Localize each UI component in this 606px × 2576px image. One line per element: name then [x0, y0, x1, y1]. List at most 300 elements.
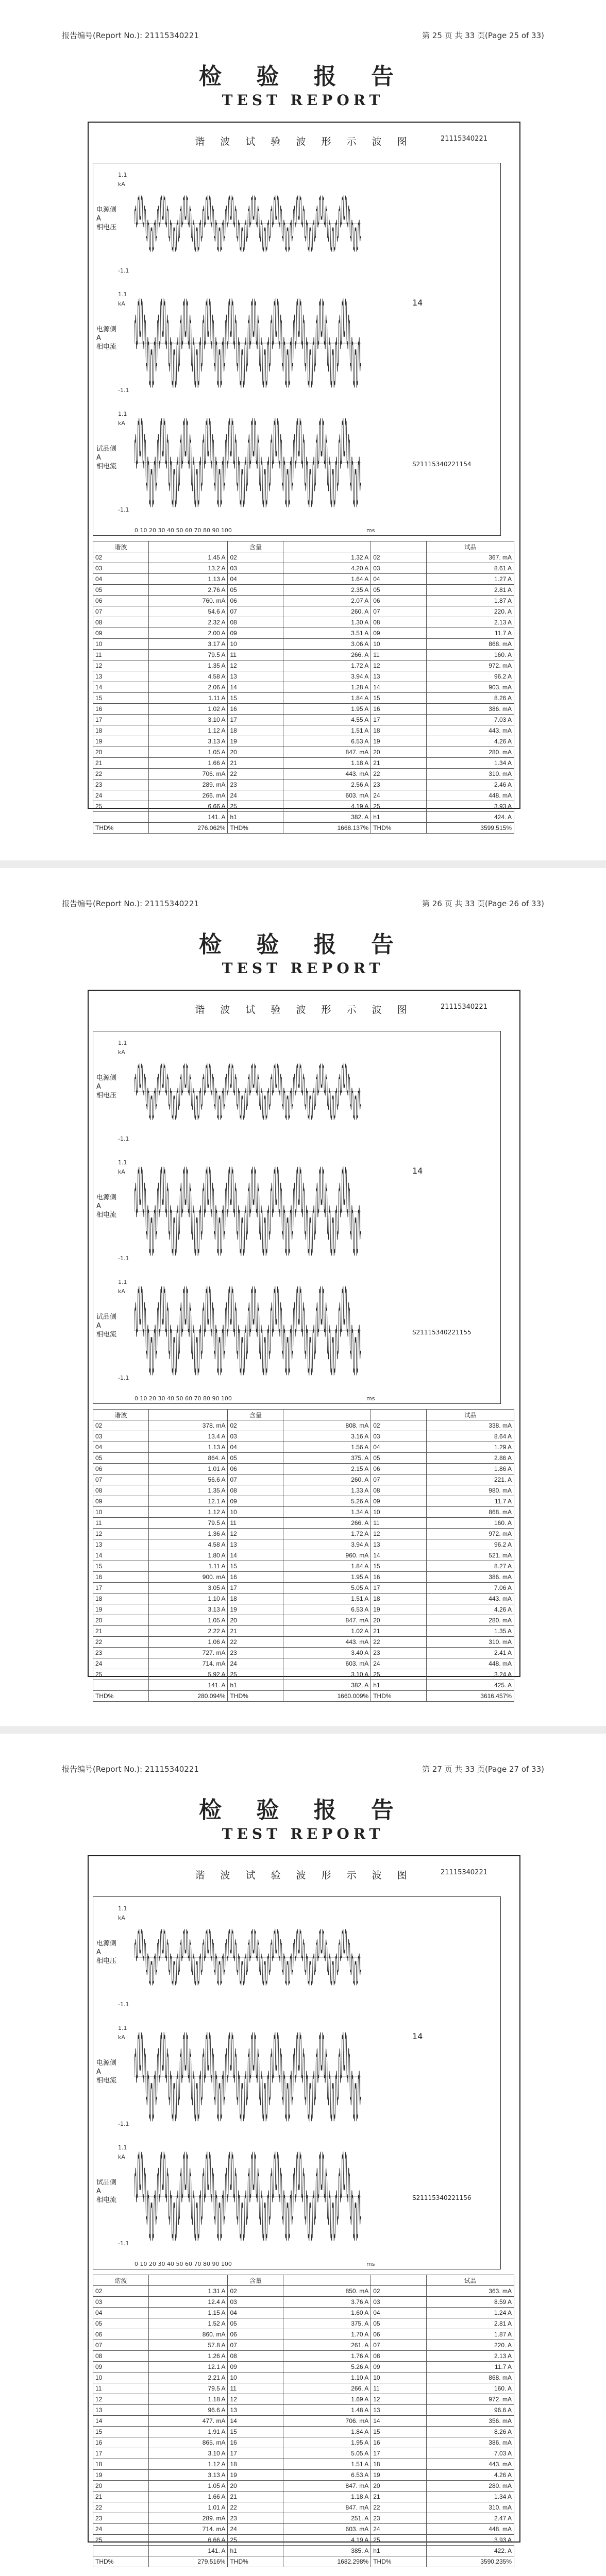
title-cn: 检 验 报 告: [199, 63, 407, 90]
table-cell: 14: [228, 2416, 283, 2427]
table-cell: 16: [371, 1572, 427, 1583]
table-cell: 279.516%: [148, 2556, 228, 2567]
table-cell: 07: [371, 606, 427, 617]
panel-label-line: 电源侧: [96, 1940, 117, 1947]
table-cell: 12.1 A: [148, 1496, 228, 1507]
table-cell: 310. mA: [427, 769, 514, 779]
table-row: [93, 606, 514, 617]
table-cell: 11: [93, 2383, 149, 2394]
table-cell: 56.6 A: [148, 1475, 228, 1485]
source-current-waveform: [134, 289, 361, 399]
table-cell: 1.87 A: [427, 596, 514, 606]
table-cell: 02: [93, 2286, 149, 2297]
table-cell: 1.05 A: [148, 2481, 228, 2492]
oscillogram-frame: [88, 990, 520, 1700]
table-cell: 04: [228, 574, 283, 585]
table-cell: 08: [228, 1485, 283, 1496]
table-cell: 19: [228, 2470, 283, 2481]
table-cell: 3590.235%: [427, 2556, 514, 2567]
table-cell: 04: [93, 574, 149, 585]
table-cell: 6.66 A: [148, 2535, 228, 2546]
table-row: [93, 758, 514, 769]
table-cell: 25: [228, 2535, 283, 2546]
table-row: [93, 2524, 514, 2535]
y-tick-label: 1.1: [118, 2025, 127, 2031]
harmonic-table: [93, 1409, 514, 1702]
table-cell: 18: [228, 1594, 283, 1604]
table-cell: 23: [93, 2513, 149, 2524]
y-tick-label: -1.1: [118, 2001, 129, 2008]
table-cell: 1.70 A: [283, 2329, 371, 2340]
table-cell: 1.72 A: [283, 1529, 371, 1539]
table-cell: 16: [93, 704, 149, 715]
frame-code: 21115340221: [441, 135, 487, 143]
table-cell: 19: [228, 736, 283, 747]
table-header-cell: 含量: [228, 541, 283, 552]
table-cell: 23: [228, 779, 283, 790]
table-cell: 7.06 A: [427, 1583, 514, 1594]
table-cell: 22: [371, 1637, 427, 1648]
table-cell: 7.03 A: [427, 2448, 514, 2459]
table-cell: 972. mA: [427, 2394, 514, 2405]
table-cell: 23: [93, 779, 149, 790]
voltage-waveform-svg: [134, 1038, 361, 1146]
table-cell: 21: [228, 2492, 283, 2502]
table-cell: 07: [93, 2340, 149, 2351]
table-cell: 10: [371, 2372, 427, 2383]
table-cell: 03: [228, 1431, 283, 1442]
table-row: [93, 628, 514, 639]
y-tick-label: -1.1: [118, 1136, 129, 1142]
table-cell: 860. mA: [148, 2329, 228, 2340]
table-cell: 141. A: [148, 812, 228, 823]
table-cell: 1.51 A: [283, 2459, 371, 2470]
table-cell: 1.95 A: [283, 2437, 371, 2448]
table-cell: 1.12 A: [148, 1507, 228, 1518]
table-cell: 4.20 A: [283, 563, 371, 574]
table-cell: 2.56 A: [283, 779, 371, 790]
table-row: [93, 1431, 514, 1442]
table-cell: 03: [228, 563, 283, 574]
table-cell: 864. A: [148, 1453, 228, 1464]
table-row: [93, 2416, 514, 2427]
oscillogram-frame: [88, 1855, 520, 2565]
table-cell: 10: [371, 1507, 427, 1518]
panel-label-line: 电源侧: [96, 2059, 117, 2067]
table-cell: 363. mA: [427, 2286, 514, 2297]
table-cell: 21: [228, 1626, 283, 1637]
table-cell: 13.4 A: [148, 1431, 228, 1442]
table-row: [93, 769, 514, 779]
table-cell: 14: [371, 1550, 427, 1561]
table-cell: 22: [228, 1637, 283, 1648]
table-cell: 3.13 A: [148, 2470, 228, 2481]
y-tick-label: kA: [118, 1914, 125, 1921]
table-cell: 386. mA: [427, 704, 514, 715]
table-cell: 386. mA: [427, 2437, 514, 2448]
table-cell: 08: [371, 1485, 427, 1496]
table-cell: 16: [371, 2437, 427, 2448]
table-cell: 2.86 A: [427, 1453, 514, 1464]
table-cell: 1.51 A: [283, 725, 371, 736]
table-row: [93, 801, 514, 812]
table-row: [93, 1507, 514, 1518]
table-cell: h1: [371, 2546, 427, 2556]
y-tick-label: kA: [118, 1288, 125, 1295]
table-header-cell: 含量: [228, 1410, 283, 1420]
table-cell: 3.13 A: [148, 1604, 228, 1615]
panel-label-sample: [96, 2178, 116, 2205]
table-cell: 1.35 A: [148, 660, 228, 671]
table-cell: 22: [371, 769, 427, 779]
table-row: [93, 650, 514, 660]
panel-label-voltage: [96, 1074, 116, 1100]
table-cell: 96.6 A: [427, 2405, 514, 2416]
table-cell: 17: [371, 1583, 427, 1594]
table-cell: 1.51 A: [283, 1594, 371, 1604]
table-cell: 6.53 A: [283, 736, 371, 747]
table-row: [93, 1648, 514, 1658]
table-cell: 07: [228, 1475, 283, 1485]
table-cell: 24: [371, 790, 427, 801]
table-cell: 706. mA: [148, 769, 228, 779]
table-cell: 3.94 A: [283, 671, 371, 682]
table-cell: 14: [93, 682, 149, 693]
table-cell: 1.10 A: [283, 2372, 371, 2383]
waveform-panel: [93, 1031, 501, 1404]
table-row: [93, 617, 514, 628]
table-cell: 04: [371, 2308, 427, 2318]
thd-row: [93, 823, 514, 834]
table-cell: 25: [228, 801, 283, 812]
frame-code: 21115340221: [441, 1003, 487, 1011]
table-cell: 5.26 A: [283, 1496, 371, 1507]
table-cell: 367. mA: [427, 552, 514, 563]
table-cell: 16: [93, 2437, 149, 2448]
table-cell: 2.21 A: [148, 2372, 228, 2383]
table-cell: 8.26 A: [427, 2427, 514, 2437]
table-row: [93, 715, 514, 725]
table-cell: 266. A: [283, 1518, 371, 1529]
source-current-waveform: [134, 2023, 361, 2133]
table-cell: 4.58 A: [148, 671, 228, 682]
table-cell: THD%: [228, 2556, 283, 2567]
table-cell: 443. mA: [427, 1594, 514, 1604]
table-cell: 20: [371, 2481, 427, 2492]
table-header-cell: 含量: [228, 2275, 283, 2286]
table-cell: 02: [371, 1420, 427, 1431]
table-cell: 09: [228, 628, 283, 639]
table-cell: 220. A: [427, 2340, 514, 2351]
table-row: [93, 671, 514, 682]
table-row: [93, 1496, 514, 1507]
table-cell: 04: [371, 1442, 427, 1453]
table-cell: 20: [371, 747, 427, 758]
table-cell: 2.46 A: [427, 779, 514, 790]
table-cell: 20: [93, 2481, 149, 2492]
panel-label-voltage: [96, 1939, 116, 1965]
table-cell: 3.51 A: [283, 628, 371, 639]
x-axis-ticks: 0 10 20 30 40 50 60 70 80 90 100: [134, 1395, 232, 1402]
table-cell: 160. A: [427, 1518, 514, 1529]
table-cell: 02: [93, 552, 149, 563]
panel-label-current: [96, 1193, 116, 1219]
table-cell: 8.64 A: [427, 1431, 514, 1442]
table-cell: 23: [228, 1648, 283, 1658]
table-cell: 10: [228, 639, 283, 650]
table-cell: 2.35 A: [283, 585, 371, 596]
table-cell: 3.16 A: [283, 1431, 371, 1442]
fundamental-row: [93, 2546, 514, 2556]
table-row: [93, 660, 514, 671]
table-row: [93, 639, 514, 650]
table-cell: 18: [371, 2459, 427, 2470]
table-cell: 141. A: [148, 2546, 228, 2556]
table-cell: 11: [371, 2383, 427, 2394]
table-cell: 23: [228, 2513, 283, 2524]
table-cell: 13: [228, 671, 283, 682]
table-cell: h1: [228, 812, 283, 823]
table-cell: 356. mA: [427, 2416, 514, 2427]
waveform-panel: [93, 1896, 501, 2269]
table-cell: THD%: [93, 2556, 149, 2567]
table-row: [93, 1420, 514, 1431]
panel-label-line: 试品侧: [96, 1313, 117, 1321]
table-cell: 03: [93, 2297, 149, 2308]
panel-label-line: 电源侧: [96, 1074, 117, 1082]
y-tick-label: -1.1: [118, 2240, 129, 2247]
table-cell: 14: [93, 1550, 149, 1561]
table-cell: 289. mA: [148, 2513, 228, 2524]
panel-label-voltage: [96, 206, 116, 232]
source-current-waveform-svg: [134, 2023, 361, 2131]
table-cell: 24: [93, 790, 149, 801]
table-cell: 972. mA: [427, 1529, 514, 1539]
table-row: [93, 2513, 514, 2524]
table-cell: 727. mA: [148, 1648, 228, 1658]
table-cell: 6.53 A: [283, 2470, 371, 2481]
table-cell: 4.55 A: [283, 715, 371, 725]
table-cell: THD%: [228, 823, 283, 834]
table-row: [93, 747, 514, 758]
table-header-cell: 试品: [427, 1410, 514, 1420]
table-cell: 12: [371, 2394, 427, 2405]
table-cell: 11: [228, 650, 283, 660]
sample-current-waveform-svg: [134, 1277, 361, 1385]
table-cell: 1.06 A: [148, 1637, 228, 1648]
table-row: [93, 563, 514, 574]
table-row: [93, 1594, 514, 1604]
table-cell: 1.36 A: [148, 1529, 228, 1539]
panel-label-line: A: [96, 334, 101, 342]
table-cell: 1.12 A: [148, 2459, 228, 2470]
table-row: [93, 2481, 514, 2492]
report-number: 报告编号(Report No.): 21115340221: [62, 899, 199, 908]
panel-label-line: A: [96, 1322, 101, 1330]
table-cell: 375. A: [283, 2318, 371, 2329]
voltage-waveform-svg: [134, 1903, 361, 2011]
table-header-cell: 谐波: [93, 2275, 149, 2286]
table-cell: 2.07 A: [283, 596, 371, 606]
table-cell: 7.03 A: [427, 715, 514, 725]
table-cell: 05: [228, 2318, 283, 2329]
table-cell: 25: [371, 2535, 427, 2546]
table-row: [93, 2437, 514, 2448]
table-cell: 12.1 A: [148, 2362, 228, 2372]
table-cell: 3.94 A: [283, 1539, 371, 1550]
y-tick-label: kA: [118, 181, 125, 188]
table-cell: 868. mA: [427, 2372, 514, 2383]
table-cell: 05: [371, 585, 427, 596]
report-number: 报告编号(Report No.): 21115340221: [62, 31, 199, 40]
table-row: [93, 2470, 514, 2481]
table-cell: 1.01 A: [148, 2502, 228, 2513]
table-row: [93, 1583, 514, 1594]
voltage-waveform: [134, 1038, 361, 1148]
table-cell: 141. A: [148, 1680, 228, 1691]
table-cell: 08: [371, 617, 427, 628]
table-cell: 1.34 A: [283, 1507, 371, 1518]
table-cell: 12: [228, 1529, 283, 1539]
table-cell: 16: [371, 704, 427, 715]
table-cell: 17: [93, 715, 149, 725]
table-cell: 1.66 A: [148, 758, 228, 769]
table-cell: 21: [93, 1626, 149, 1637]
table-row: [93, 1550, 514, 1561]
table-cell: 12: [93, 1529, 149, 1539]
table-header-cell: 谐波: [93, 541, 149, 552]
panel-label-current: [96, 325, 116, 351]
table-row: [93, 2362, 514, 2372]
table-cell: 448. mA: [427, 1658, 514, 1669]
table-row: [93, 1658, 514, 1669]
table-cell: 24: [228, 790, 283, 801]
panel-label-line: 相电压: [96, 1092, 117, 1099]
table-cell: 2.22 A: [148, 1626, 228, 1637]
table-cell: 1.13 A: [148, 1442, 228, 1453]
table-cell: 868. mA: [427, 639, 514, 650]
table-cell: 08: [228, 2351, 283, 2362]
chart-marker: 14: [412, 1166, 423, 1176]
thd-row: [93, 1691, 514, 1702]
table-cell: 706. mA: [283, 2416, 371, 2427]
table-cell: 05: [93, 585, 149, 596]
table-row: [93, 2535, 514, 2546]
table-cell: 8.27 A: [427, 1561, 514, 1572]
voltage-waveform-svg: [134, 170, 361, 278]
report-page-26: [0, 868, 606, 1726]
table-cell: 02: [371, 552, 427, 563]
table-cell: 1660.009%: [283, 1691, 371, 1702]
table-cell: 1.35 A: [148, 1485, 228, 1496]
table-cell: 2.32 A: [148, 617, 228, 628]
y-tick-label: kA: [118, 2034, 125, 2041]
table-cell: 3.13 A: [148, 736, 228, 747]
serial-number: S21115340221154: [412, 461, 472, 468]
table-cell: 06: [93, 2329, 149, 2340]
table-cell: 21: [93, 2492, 149, 2502]
table-row: [93, 2448, 514, 2459]
sample-current-waveform-svg: [134, 409, 361, 517]
table-cell: 09: [228, 2362, 283, 2372]
table-cell: 1.91 A: [148, 2427, 228, 2437]
table-cell: 09: [93, 628, 149, 639]
table-cell: 19: [93, 2470, 149, 2481]
table-cell: 25: [93, 1669, 149, 1680]
y-tick-label: kA: [118, 420, 125, 427]
table-cell: 14: [371, 2416, 427, 2427]
source-current-waveform-svg: [134, 289, 361, 397]
table-cell: 03: [93, 1431, 149, 1442]
table-cell: 13: [93, 671, 149, 682]
table-cell: 1.56 A: [283, 1442, 371, 1453]
table-cell: 14: [371, 682, 427, 693]
table-cell: 23: [371, 779, 427, 790]
table-cell: 4.26 A: [427, 2470, 514, 2481]
table-cell: 850. mA: [283, 2286, 371, 2297]
table-header-cell: [283, 1410, 371, 1420]
table-row: [93, 2297, 514, 2308]
table-cell: 06: [228, 2329, 283, 2340]
y-tick-label: -1.1: [118, 267, 129, 274]
table-cell: 06: [371, 2329, 427, 2340]
table-cell: 17: [228, 2448, 283, 2459]
table-cell: 1.13 A: [148, 574, 228, 585]
table-cell: 07: [228, 2340, 283, 2351]
serial-number: S21115340221156: [412, 2194, 472, 2201]
table-cell: 16: [228, 1572, 283, 1583]
table-row: [93, 2502, 514, 2513]
table-cell: 280. mA: [427, 1615, 514, 1626]
table-cell: 1.86 A: [427, 1464, 514, 1475]
table-cell: 310. mA: [427, 1637, 514, 1648]
table-cell: 96.6 A: [148, 2405, 228, 2416]
table-cell: 266. A: [283, 2383, 371, 2394]
table-cell: 16: [228, 2437, 283, 2448]
table-row: [93, 1539, 514, 1550]
table-cell: 18: [93, 2459, 149, 2470]
table-cell: 05: [93, 2318, 149, 2329]
table-cell: 22: [93, 769, 149, 779]
panel-label-line: 电源侧: [96, 206, 117, 214]
table-cell: 96.2 A: [427, 1539, 514, 1550]
panel-label-sample: [96, 445, 116, 471]
table-cell: 4.19 A: [283, 801, 371, 812]
panel-label-line: A: [96, 215, 101, 223]
table-cell: 21: [371, 758, 427, 769]
table-cell: 1.15 A: [148, 2308, 228, 2318]
table-row: [93, 682, 514, 693]
table-cell: 25: [371, 801, 427, 812]
table-cell: 1.18 A: [283, 758, 371, 769]
table-cell: 15: [93, 2427, 149, 2437]
panel-label-line: A: [96, 1202, 101, 1210]
table-cell: 11: [93, 650, 149, 660]
table-cell: 847. mA: [283, 1615, 371, 1626]
table-cell: 11: [228, 2383, 283, 2394]
report-number: 报告编号(Report No.): 21115340221: [62, 1765, 199, 1774]
table-cell: 280. mA: [427, 2481, 514, 2492]
table-cell: 20: [93, 747, 149, 758]
table-cell: 05: [371, 1453, 427, 1464]
table-cell: h1: [371, 1680, 427, 1691]
table-header-cell: [371, 2275, 427, 2286]
panel-label-line: 相电流: [96, 2196, 117, 2204]
table-cell: 1.11 A: [148, 693, 228, 704]
table-cell: 847. mA: [283, 747, 371, 758]
table-row: [93, 552, 514, 563]
table-cell: 09: [371, 1496, 427, 1507]
